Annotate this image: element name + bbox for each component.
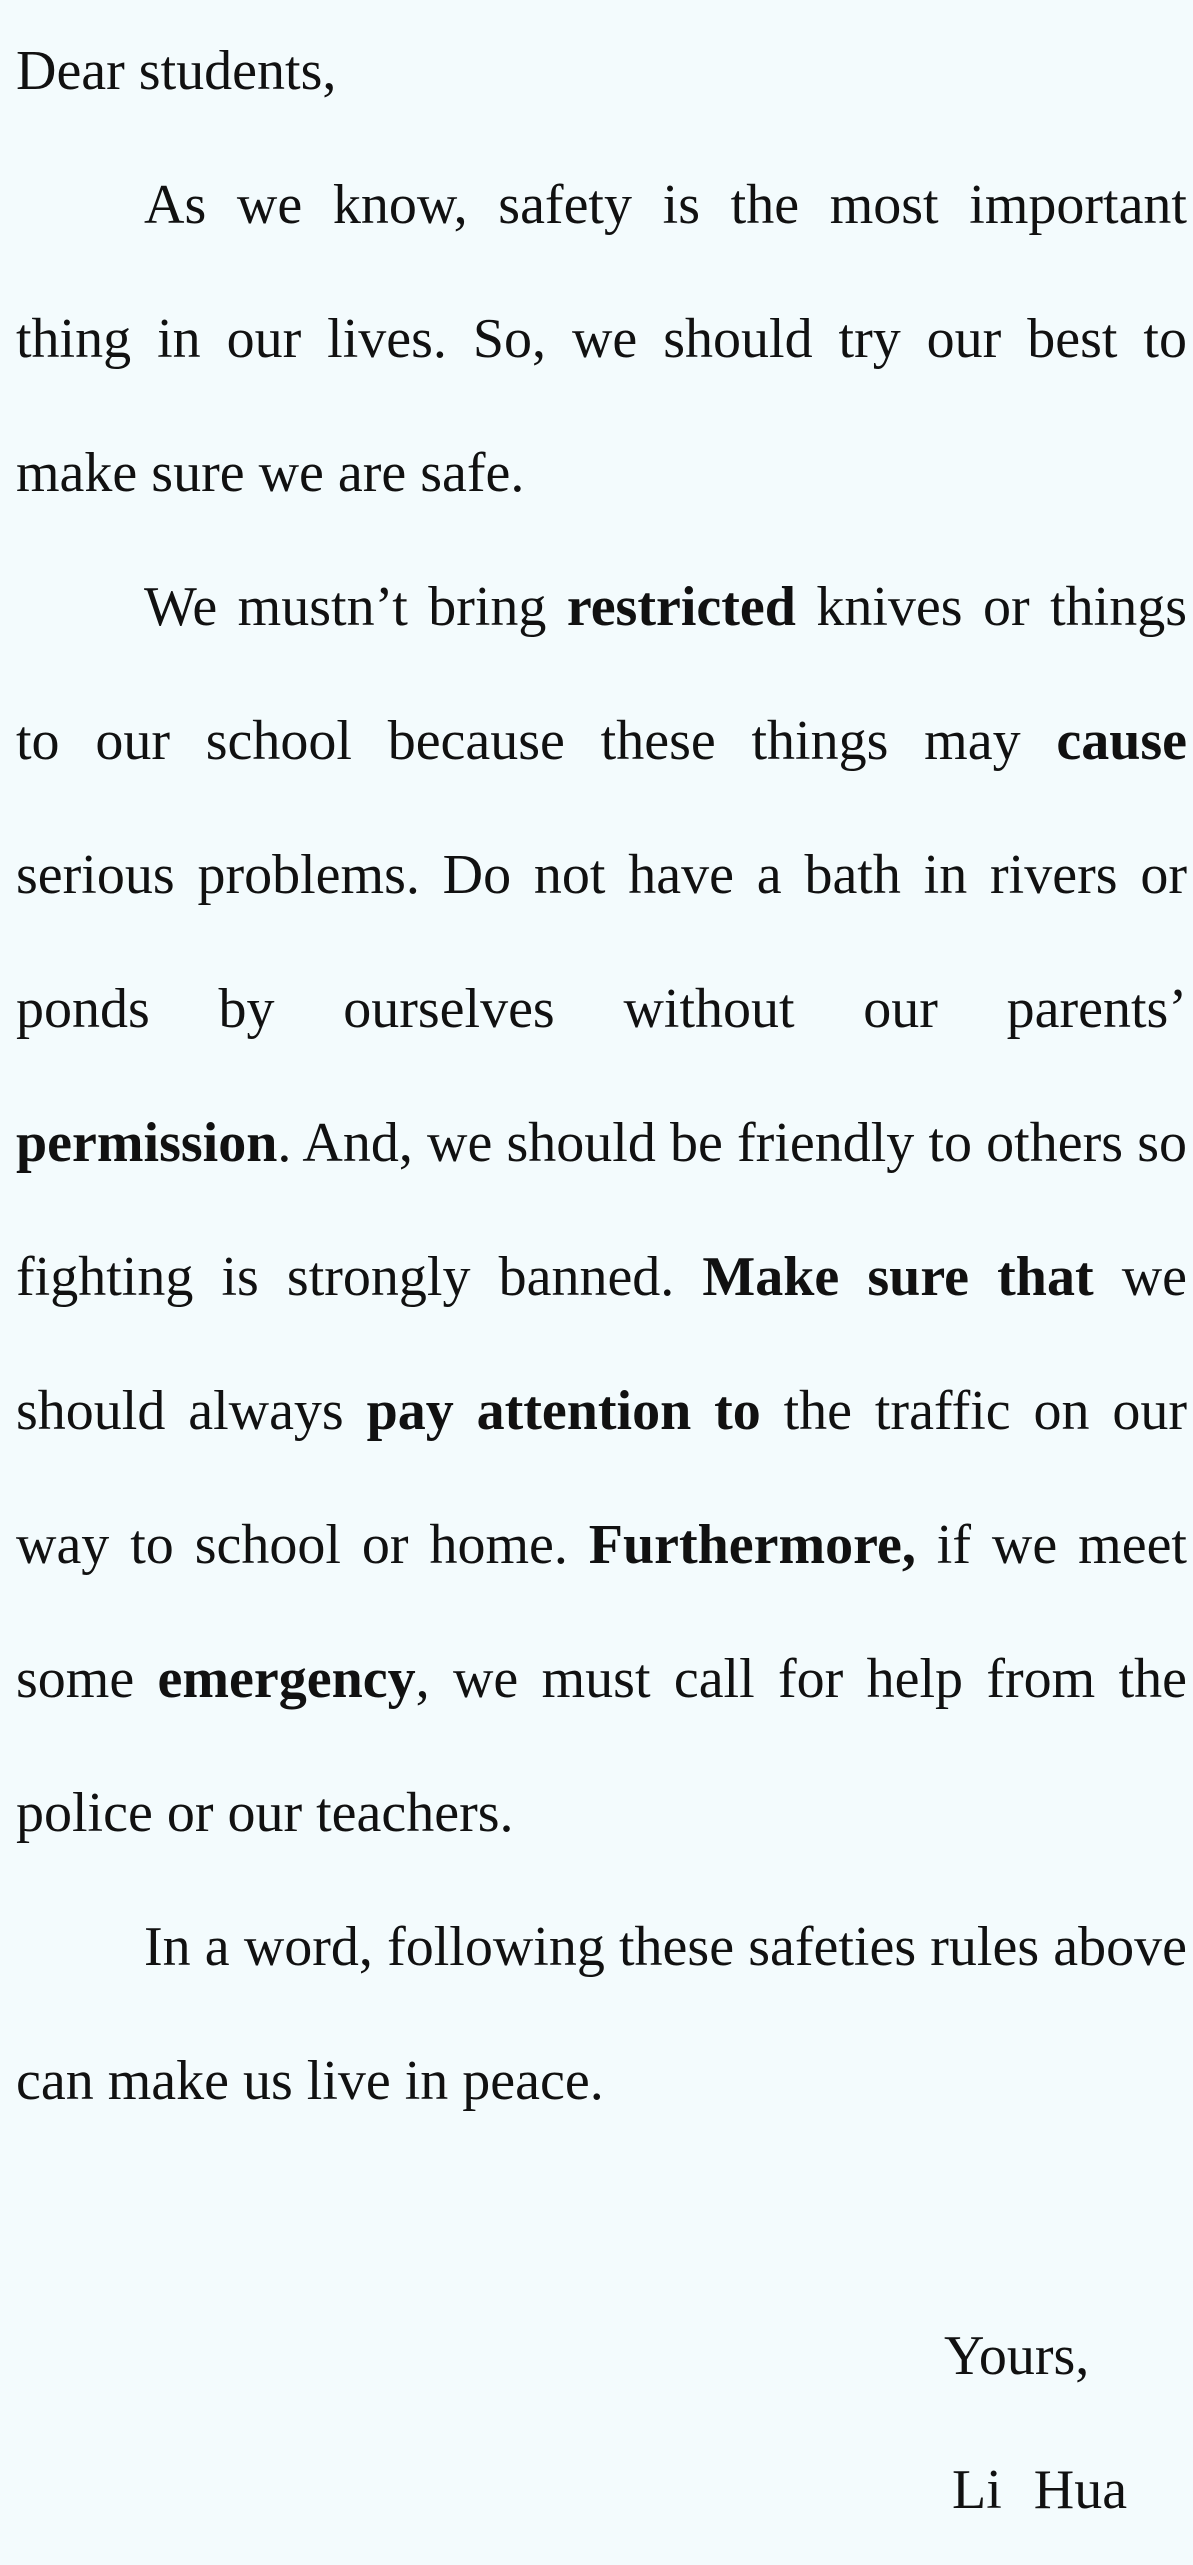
bold-keyword: restricted — [566, 576, 796, 638]
signature: Li Hua — [952, 2459, 1128, 2521]
closing-line: Yours, — [944, 2325, 1090, 2387]
text-segment: serious problems. Do not have a bath in rivers or ponds by ourselves without our parents’ — [16, 844, 1187, 1040]
letter-body — [16, 4, 1187, 2148]
bold-keyword: emergency — [157, 1648, 416, 1710]
greeting: Dear students, — [16, 40, 337, 102]
letter-page — [0, 4, 1193, 2565]
text-segment: . And, we should be friendly to others so fighting is strongly banned. — [16, 1112, 1187, 1308]
text-segment: if we meet some — [16, 1514, 1187, 1710]
paragraph-rules — [16, 540, 1187, 1880]
paragraph-conclusion: In a word, following these safeties rules above can make us live in peace. — [16, 1916, 1187, 2112]
bold-keyword: Furthermore, — [588, 1514, 916, 1576]
bold-keyword: permission — [16, 1112, 278, 1174]
text-segment: the traffic on our way to school or home. — [16, 1380, 1187, 1576]
text-segment: We mustn’t bring — [144, 576, 567, 638]
paragraph-intro: As we know, safety is the most important thing in our lives. So, we should try our best to make sure we are safe. — [16, 174, 1187, 504]
bold-keyword: cause — [1056, 710, 1187, 772]
text-segment: , we must call for help from the police or our teachers. — [16, 1648, 1187, 1844]
text-segment: knives or things to our school because these things may — [16, 576, 1187, 772]
bold-keyword: Make sure that — [702, 1246, 1094, 1308]
text-segment: we should always — [16, 1246, 1188, 1442]
bold-keyword: pay attention to — [366, 1380, 761, 1442]
